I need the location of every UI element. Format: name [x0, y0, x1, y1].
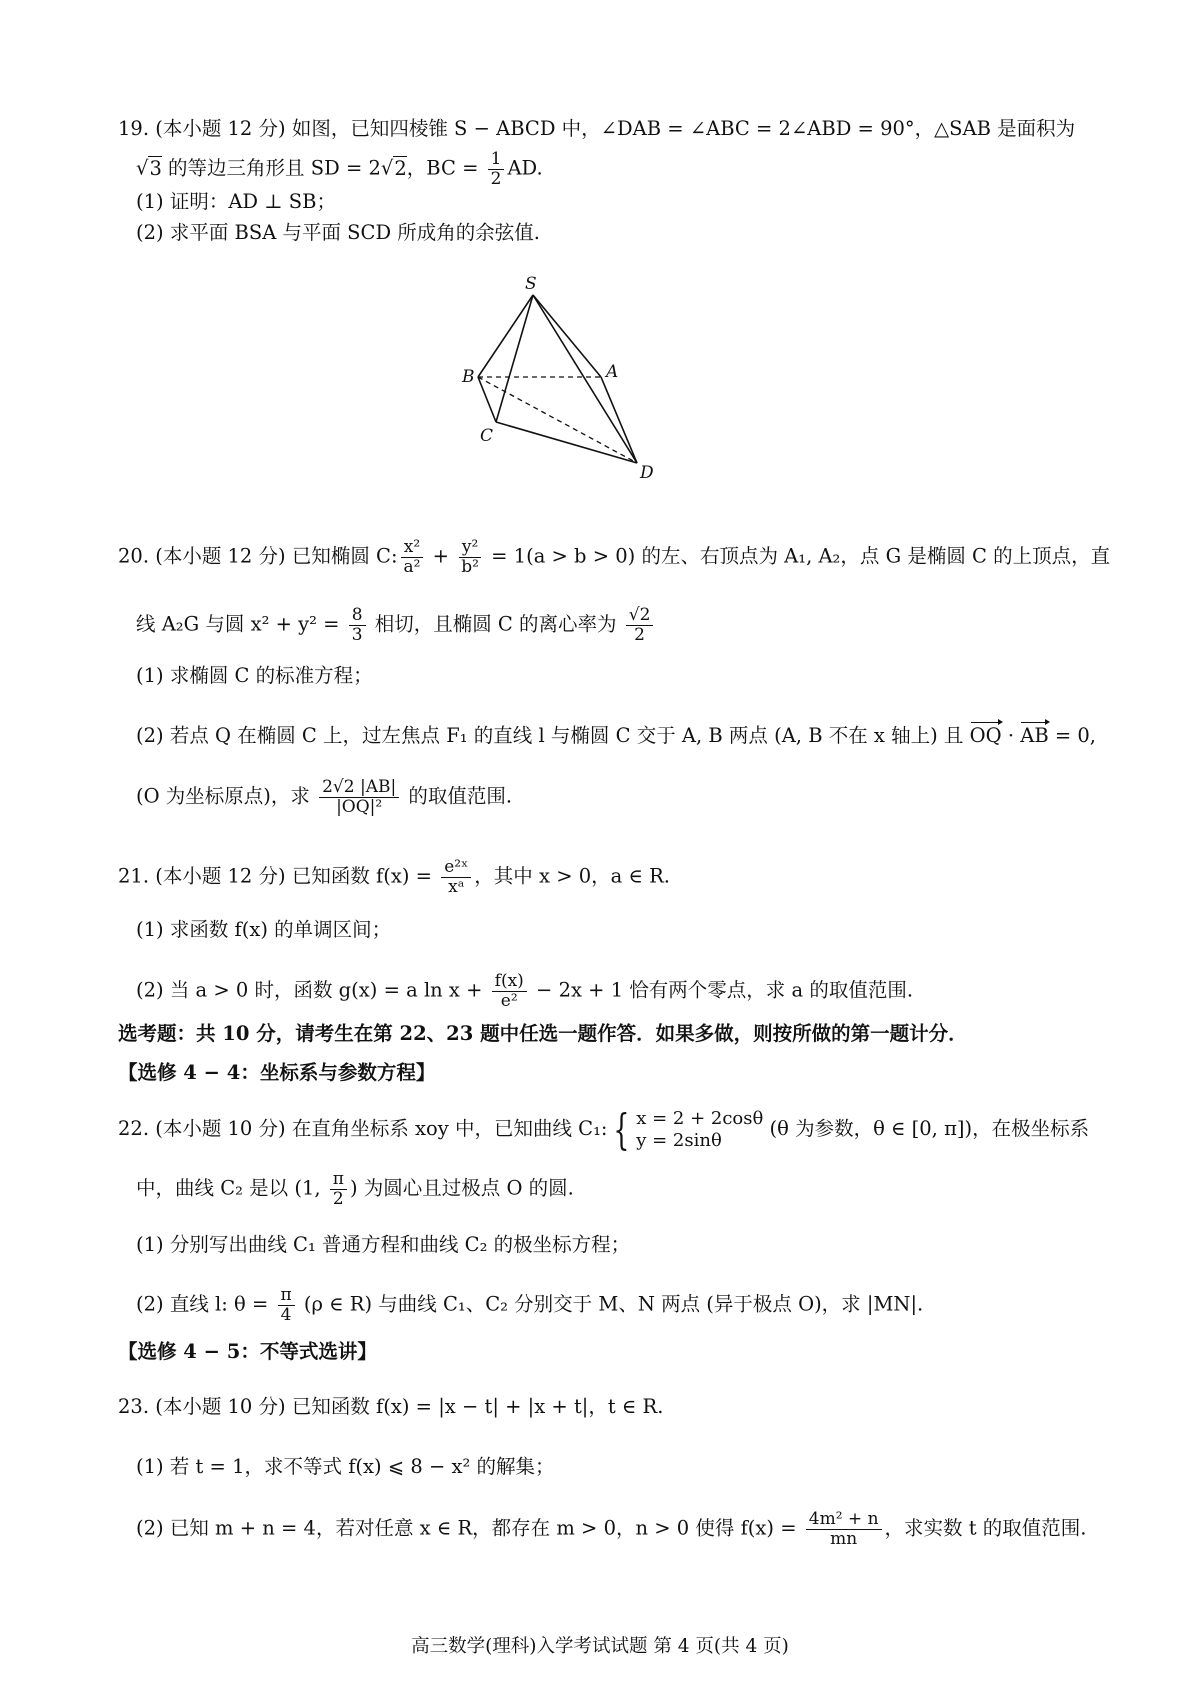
q19-line2-ad: AD.: [507, 156, 543, 180]
q22-part1: (1) 分别写出曲线 C₁ 普通方程和曲线 C₂ 的极坐标方程；: [136, 1233, 631, 1256]
fraction-ab-oq: $\frac{2√2 |AB|}{\text{|OQ|²}}$: [319, 778, 399, 816]
parametric-system: x = 2 + 2cosθ y = 2sinθ: [636, 1108, 764, 1151]
q21-part1: (1) 求函数 f(x) 的单调区间；: [136, 918, 392, 941]
vertex-label-a: A: [606, 362, 619, 382]
q21-line1: 21. (本小题 12 分) 已知函数 f(x) = $\frac{\text{e²ˣ}}{\text{xᵃ}}$ ，其中 x > 0，a ∈ R.: [118, 857, 670, 897]
fraction-8-3: $\frac{8}{3}$: [349, 606, 366, 644]
edge-sc: [496, 295, 533, 422]
fraction-e2x-xa: $\frac{\text{e²ˣ}}{\text{xᵃ}}$: [441, 858, 471, 896]
q19-line1: 19. (本小题 12 分) 如图，已知四棱锥 S − ABCD 中，∠DAB = ∠ABC = 2∠ABD = 90°，△SAB 是面积为: [118, 117, 1076, 140]
vector-ab: AB: [1020, 724, 1049, 747]
edge-ad: [601, 377, 637, 463]
fraction-sqrt2-2: $\frac{√2}{2}$: [626, 606, 654, 644]
sqrt-radicand-2: 2: [394, 156, 407, 180]
vertex-label-d: D: [640, 463, 654, 483]
elective-instruction: 选考题：共 10 分，请考生在第 22、23 题中任选一题作答．如果多做，则按所做的第一题计分．: [118, 1022, 968, 1045]
q19-line2-bc: ，BC =: [406, 156, 485, 180]
fraction-pi-2: $\frac{\pi}{2}$: [330, 1170, 347, 1208]
q20-part2: (2) 若点 Q 在椭圆 C 上，过左焦点 F₁ 的直线 l 与椭圆 C 交于 A, B 两点 (A, B 不在 x 轴上) 且 OQ · AB = 0,: [136, 724, 1096, 747]
fraction-x2-a2: $\frac{\text{x²}}{\text{a²}}$: [401, 538, 424, 576]
vertex-label-c: C: [480, 426, 494, 446]
edge-bc: [478, 377, 496, 422]
hidden-edge-bd: [478, 377, 637, 463]
edge-sb: [478, 295, 533, 377]
q23-line1: 23. (本小题 10 分) 已知函数 f(x) = |x − t| + |x + t|，t ∈ R.: [118, 1395, 664, 1418]
fraction-pi-4: $\frac{\pi}{4}$: [278, 1286, 295, 1324]
pyramid-figure: [462, 274, 725, 530]
vertex-label-b: B: [462, 367, 475, 387]
q20-part1: (1) 求椭圆 C 的标准方程；: [136, 664, 373, 687]
q20-line2: 线 A₂G 与圆 x² + y² = $\frac{8}{3}$ 相切，且椭圆 C 的离心率为 $\frac{√2}{2}$: [136, 606, 656, 644]
q19-line2-text: 的等边三角形且 SD = 2: [161, 156, 381, 180]
page-footer: 高三数学(理科)入学考试试题 第 4 页(共 4 页): [411, 1636, 789, 1657]
q22-line2: 中，曲线 C₂ 是以 (1, $\frac{\pi}{2}$ ) 为圆心且过极点 O 的圆.: [136, 1169, 574, 1209]
fraction-fx-e2: $\frac{f(x)}{\text{e²}}$: [492, 972, 527, 1010]
q23-part2: (2) 已知 m + n = 4，若对任意 x ∈ R，都存在 m > 0，n > 0 使得 f(x) = $\frac{\text{4m² + n}}{mn}$ ，求实数 t 的取值范围.: [136, 1509, 1087, 1549]
fraction-4m2n-mn: $\frac{\text{4m² + n}}{mn}$: [806, 1510, 882, 1548]
q21-part2: (2) 当 a > 0 时，函数 g(x) = a ln x + $\frac{f(x)}{\text{e²}}$ − 2x + 1 恰有两个零点，求 a 的取值范围.: [136, 971, 914, 1011]
q19-part1: (1) 证明：AD ⊥ SB；: [136, 190, 336, 213]
edge-sa: [533, 295, 601, 377]
q22-part2: (2) 直线 l: θ = $\frac{\pi}{4}$ (ρ ∈ R) 与曲线 C₁、C₂ 分别交于 M、N 两点 (异于极点 O)，求 |MN|.: [136, 1285, 924, 1325]
sqrt-radicand: 3: [149, 156, 162, 180]
q20-part3: (O 为坐标原点)，求 $\frac{2√2 |AB|}{\text{|OQ|²}}$ 的取值范围.: [136, 777, 513, 817]
vector-oq: OQ: [969, 724, 1002, 747]
fraction-half: $\frac{1}{2}$: [488, 150, 505, 188]
heading-elective-4-5: 【选修 4 − 5：不等式选讲】: [118, 1340, 377, 1363]
q19-line2: √3 的等边三角形且 SD = 2√2，BC = $\frac{1}{2}$ AD.: [136, 149, 543, 189]
vertex-label-s: S: [525, 274, 537, 294]
q20-line1: 20. (本小题 12 分) 已知椭圆 C: $\frac{\text{x²}}{\text{a²}}$ + $\frac{\text{y²}}{\text{b²}}$ = 1(a > b > 0) 的左、右顶点为 A₁, A₂，点 G 是椭圆 C 的上顶点，直: [118, 537, 1111, 577]
sqrt-sign: √: [136, 156, 149, 180]
fraction-y2-b2: $\frac{\text{y²}}{\text{b²}}$: [458, 538, 482, 576]
heading-elective-4-4: 【选修 4 − 4：坐标系与参数方程】: [118, 1061, 436, 1084]
q23-part1: (1) 若 t = 1，求不等式 f(x) ⩽ 8 − x² 的解集；: [136, 1455, 555, 1478]
q19-part2: (2) 求平面 BSA 与平面 SCD 所成角的余弦值.: [136, 221, 540, 244]
q22-line1: 22. (本小题 10 分) 在直角坐标系 xoy 中，已知曲线 C₁: { x = 2 + 2cosθ y = 2sinθ (θ 为参数，θ ∈ [0, π])，在极坐标系: [118, 1104, 1090, 1154]
